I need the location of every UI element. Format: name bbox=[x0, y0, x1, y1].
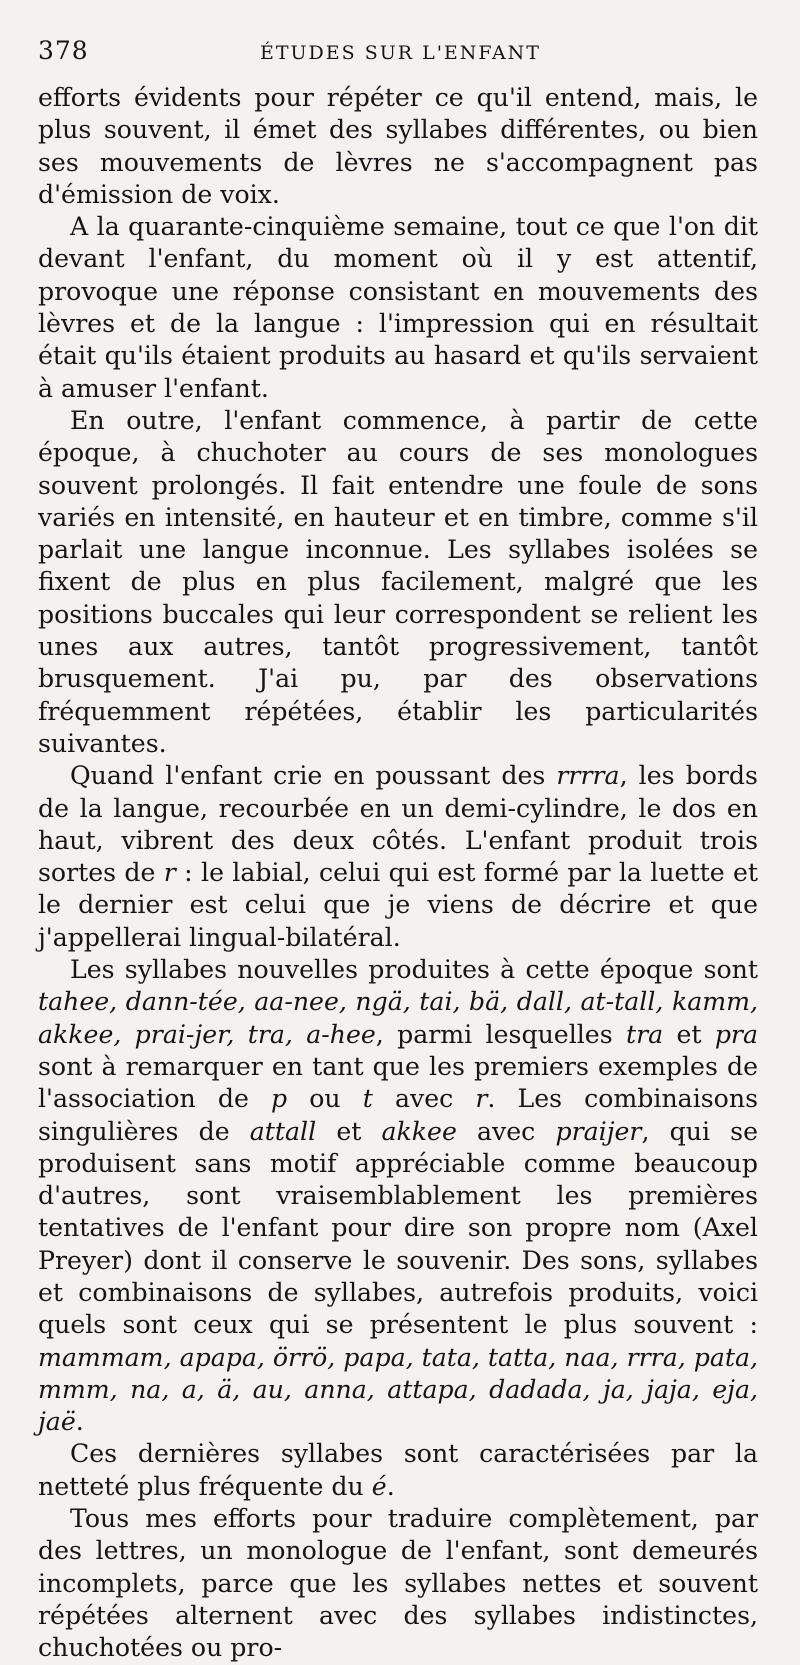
paragraph-1 bbox=[38, 82, 758, 211]
italic-run: pra bbox=[714, 1019, 758, 1049]
text-run: . bbox=[75, 1407, 84, 1437]
text-run: sont à remarquer en tant que les premiers exemples de l'association de bbox=[38, 1051, 758, 1114]
paragraph-text: A la quarante-cinquième semaine, tout ce que l'on dit devant l'enfant, du moment où il y est attentif, provoque une réponse consistant en mouvements des lèvres et de la langue : l'impression qui en résultait était qu'ils étaient produits au hasard et qu'ils servaient à amuser l'enfant. bbox=[38, 212, 758, 403]
paragraph-2 bbox=[38, 211, 758, 405]
text-run: Les syllabes nouvelles produites à cette époque sont bbox=[70, 955, 758, 985]
paragraph-5 bbox=[38, 954, 758, 1438]
text-run: , qui se produisent sans motif appréciable comme beaucoup d'autres, sont vraisemblablement les premières tentatives de l'enfant pour dire son propre nom (Axel Preyer) dont il conserve le souvenir. Des sons, syllabes et combinaisons de syllabes, autrefois produits, voici quels sont ceux qui se présentent le plus souvent : bbox=[38, 1116, 758, 1340]
paragraph-text: Tous mes efforts pour traduire complètement, par des lettres, un monologue de l'enfant, sont demeurés incomplets, parce que les syllabes nettes et souvent répétées alternent avec des syllabes indistinctes, chuchotées ou pro- bbox=[38, 1504, 758, 1663]
paragraph-text: En outre, l'enfant commence, à partir de cette époque, à chuchoter au cours de ses monologues souvent prolongés. Il fait entendre une foule de sons variés en intensité, en hauteur et en timbre, comme s'il parlait une langue inconnue. Les syllabes isolées se fixent de plus en plus facilement, malgré que les positions buccales qui leur correspondent se relient les unes aux autres, tantôt progressivement, tantôt brusquement. J'ai pu, par des observations fréquemment répétées, établir les particularités suivantes. bbox=[38, 405, 758, 758]
text-run: : le labial, celui qui est formé par la luette et le dernier est celui que je viens de décrire et que j'appellerai lingual-bilatéral. bbox=[38, 858, 758, 952]
text-run: . Les combinaisons singulières de bbox=[38, 1084, 758, 1146]
italic-run: r bbox=[475, 1084, 488, 1114]
paragraph-6 bbox=[38, 1438, 758, 1503]
text-run: , les bords de la langue, recourbée en un demi-cylindre, le dos en haut, vibrent des deux côtés. L'enfant produit trois sortes de bbox=[38, 761, 758, 888]
italic-run: r bbox=[163, 858, 176, 888]
page-number: 378 bbox=[38, 36, 89, 65]
body-text bbox=[38, 82, 758, 1665]
text-run: Ces dernières syllabes sont caractérisées par la netteté plus fréquente du bbox=[38, 1439, 758, 1501]
text-run: Quand l'enfant crie en poussant des bbox=[70, 761, 557, 791]
text-run: et bbox=[316, 1116, 382, 1146]
text-run: ou bbox=[287, 1084, 363, 1114]
text-run: avec bbox=[456, 1116, 556, 1146]
paragraph-4 bbox=[38, 760, 758, 954]
italic-run: mammam, apapa, örrö, papa, tata, tatta, naa, rrra, pata, mmm, na, a, ä, au, anna, attapa, dadada, ja, jaja, eja, jaë bbox=[38, 1342, 759, 1437]
paragraph-7 bbox=[38, 1503, 758, 1664]
italic-run: é bbox=[371, 1471, 387, 1501]
paragraph-text: efforts évidents pour répéter ce qu'il entend, mais, le plus souvent, il émet des syllabes différentes, ou bien ses mouvements de lèvres ne s'accompagnent pas d'émission de voix. bbox=[38, 83, 758, 209]
italic-run: rrrra bbox=[556, 761, 620, 791]
text-run: et bbox=[663, 1019, 715, 1049]
italic-run: tra bbox=[625, 1019, 664, 1049]
italic-run: t bbox=[362, 1084, 373, 1114]
italic-run: praijer bbox=[555, 1116, 642, 1146]
italic-run: attall bbox=[249, 1116, 317, 1146]
italic-run: akkee bbox=[381, 1116, 457, 1146]
text-run: , parmi lesquelles bbox=[375, 1019, 626, 1049]
running-head bbox=[38, 36, 758, 76]
italic-run: p bbox=[271, 1084, 288, 1114]
italic-run: tahee, dann-tée, aa-nee, ngä, tai, bä, dall, at-tall, kamm, akkee, prai-jer, tra, a-hee bbox=[38, 987, 758, 1049]
running-title: ÉTUDES SUR L'ENFANT bbox=[260, 42, 541, 64]
text-run: avec bbox=[372, 1084, 476, 1114]
text-run: . bbox=[386, 1471, 395, 1501]
paragraph-3 bbox=[38, 405, 758, 760]
